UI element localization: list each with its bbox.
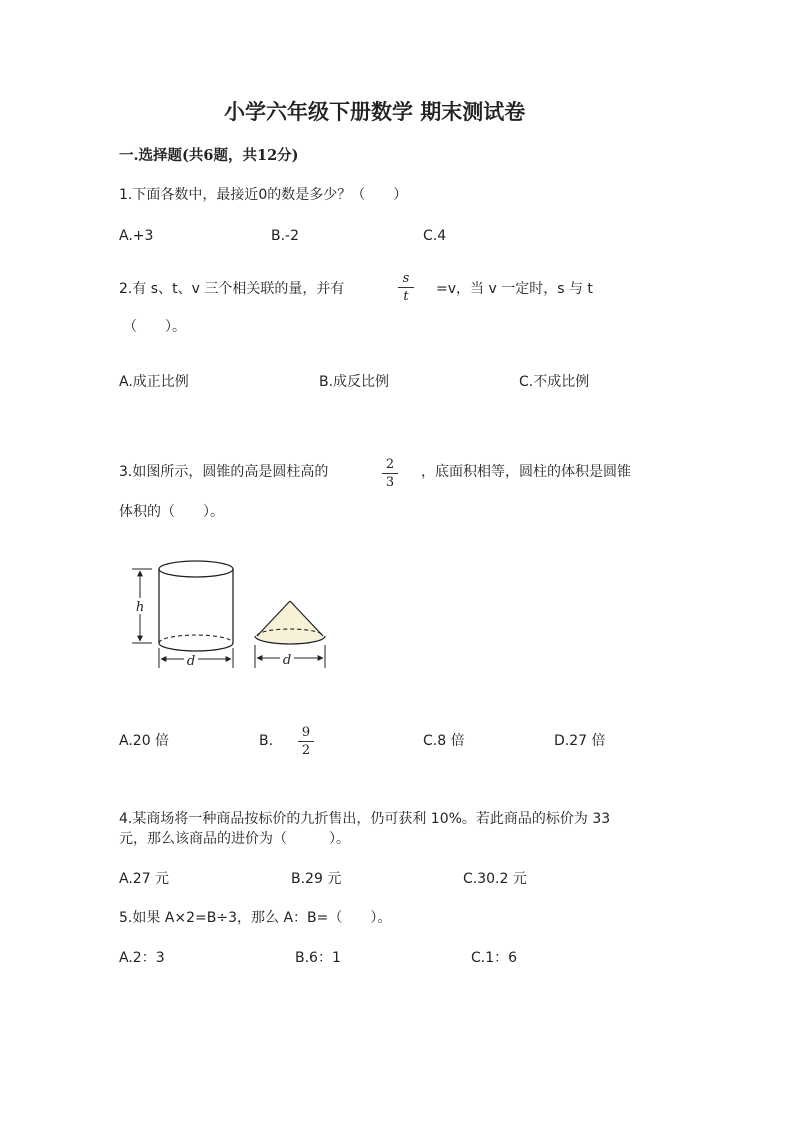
fraction-denominator: 3 (385, 475, 395, 490)
question-3-stem-continued: ，底面积相等，圆柱的体积是圆锥 (421, 464, 631, 480)
question-2-fraction (395, 271, 417, 304)
height-label: h (135, 600, 145, 615)
question-2-option-b[interactable]: B.成反比例 (319, 374, 390, 390)
cylinder-shape (159, 561, 233, 651)
question-3-option-b[interactable]: B. (259, 733, 274, 749)
question-3-option-d[interactable]: D.27 倍 (554, 733, 606, 749)
question-4-option-a[interactable]: A.27 元 (119, 871, 170, 887)
fraction-numerator: 9 (301, 725, 311, 740)
question-2-stem: 2.有 s、t、v 三个相关联的量，并有 (119, 281, 345, 297)
question-3-stem-line2: 体积的（ ）。 (119, 504, 224, 520)
question-5-option-c[interactable]: C.1：6 (471, 950, 518, 966)
fraction-bar (382, 473, 398, 474)
fraction-bar (298, 741, 314, 742)
question-5-stem: 5.如果 A×2=B÷3，那么 A：B=（ ）。 (119, 910, 392, 926)
question-2-stem-continued: =v，当 v 一定时，s 与 t (436, 281, 593, 297)
question-4-option-c[interactable]: C.30.2 元 (463, 871, 527, 887)
section-heading: 一.选择题(共6题，共12分) (119, 147, 299, 164)
question-2-stem-line2: （ ）。 (123, 319, 186, 335)
question-1-option-c[interactable]: C.4 (423, 228, 447, 244)
question-4-stem: 4.某商场将一种商品按标价的九折售出，仍可获利 10%。若此商品的标价为 33 (119, 811, 611, 827)
question-4-option-b[interactable]: B.29 元 (291, 871, 342, 887)
fraction-numerator: s (402, 271, 410, 286)
fraction-numerator: 2 (385, 457, 395, 472)
cylinder-cone-figure (124, 552, 344, 680)
question-3-option-c[interactable]: C.8 倍 (423, 733, 465, 749)
question-3-fraction (379, 457, 401, 490)
question-4-stem-line2: 元，那么该商品的进价为（ ）。 (119, 831, 350, 847)
question-1-stem: 1.下面各数中，最接近0的数是多少？（ ） (119, 187, 408, 203)
question-3-option-b-fraction (295, 725, 317, 758)
question-3-option-a[interactable]: A.20 倍 (119, 733, 170, 749)
fraction-bar (398, 287, 414, 288)
question-2-option-a[interactable]: A.成正比例 (119, 374, 189, 390)
question-3-stem: 3.如图所示，圆锥的高是圆柱高的 (119, 464, 329, 480)
question-2-option-c[interactable]: C.不成比例 (519, 374, 590, 390)
cone-diameter-label: d (282, 653, 292, 668)
exam-title: 小学六年级下册数学 期末测试卷 (224, 99, 526, 124)
question-5-option-a[interactable]: A.2：3 (119, 950, 165, 966)
question-1-option-a[interactable]: A.+3 (119, 228, 154, 244)
cone-shape (255, 601, 325, 644)
cylinder-diameter-label: d (186, 654, 196, 669)
fraction-denominator: 2 (301, 743, 311, 758)
question-5-option-b[interactable]: B.6：1 (295, 950, 341, 966)
fraction-denominator: t (403, 289, 409, 304)
question-1-option-b[interactable]: B.-2 (271, 228, 300, 244)
